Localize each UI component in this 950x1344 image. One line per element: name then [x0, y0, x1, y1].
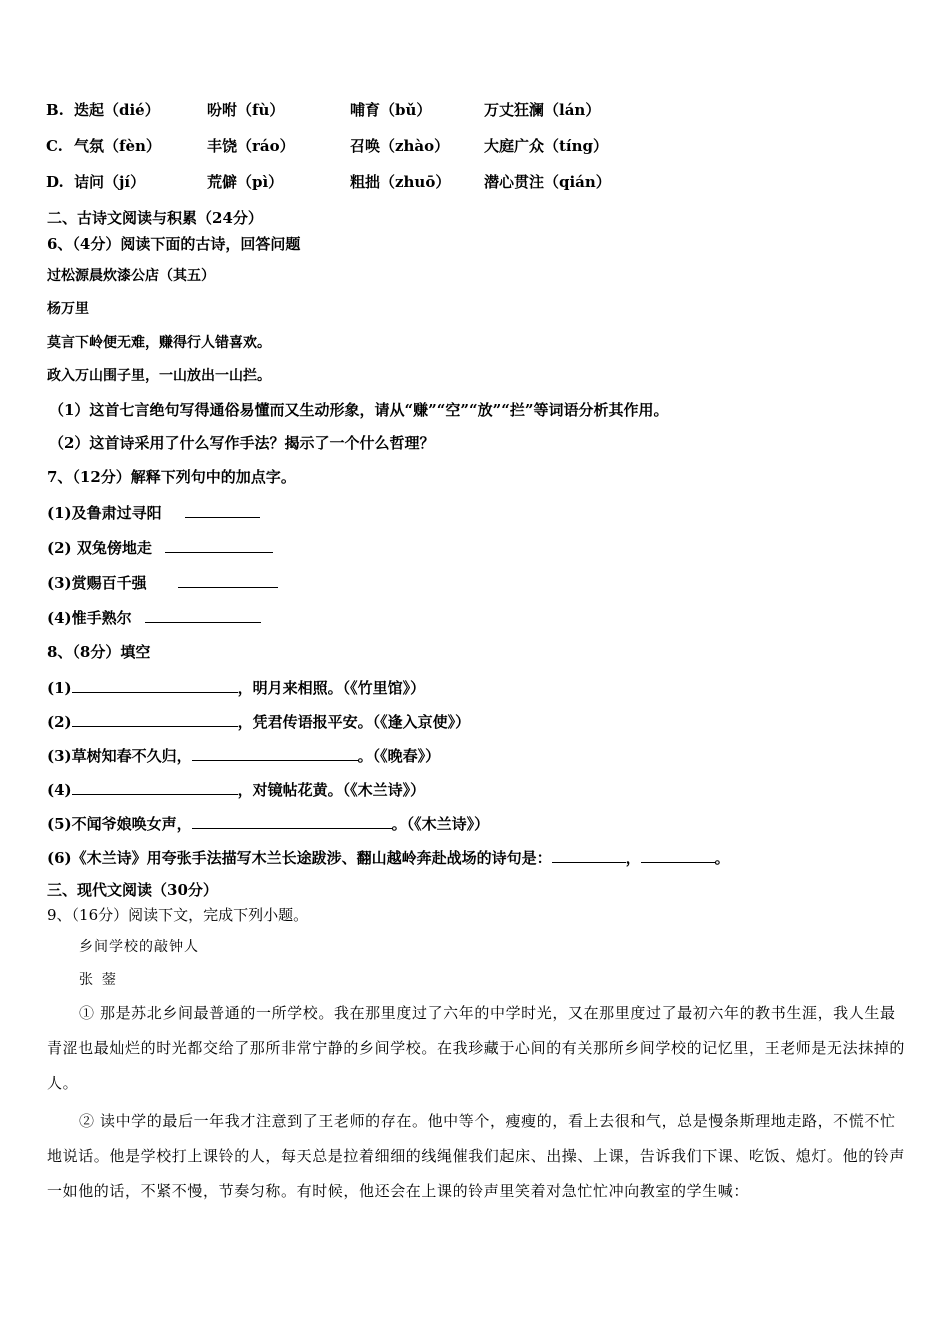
- q8-item-end: 。: [714, 849, 730, 867]
- section-title: 三、现代文阅读（30分）: [47, 881, 218, 899]
- option-item: 荒僻（pì）: [207, 173, 284, 191]
- sub-question: （2）这首诗采用了什么写作手法？揭示了一个什么哲理？: [49, 434, 435, 452]
- q8-item-pre: (5)不闻爷娘唤女声，: [47, 815, 192, 833]
- option-item: 潜心贯注（qián）: [484, 173, 611, 191]
- option-letter: B.: [46, 101, 64, 119]
- answer-blank[interactable]: [192, 813, 392, 829]
- q7-item: [47, 502, 260, 522]
- q8-item-pre: (2): [47, 713, 72, 731]
- q8-item: [47, 677, 425, 697]
- option-item: 大庭广众（tíng）: [484, 137, 609, 155]
- q7-item-text: (1)及鲁肃过寻阳: [47, 504, 162, 522]
- answer-blank[interactable]: [165, 537, 273, 553]
- option-item: 粗拙（zhuō）: [350, 173, 451, 191]
- option-item: 诘问（jí）: [74, 173, 146, 191]
- answer-blank[interactable]: [192, 745, 358, 761]
- q7-item: [47, 537, 273, 557]
- q8-item: [47, 745, 440, 765]
- q7-item-text: (4)惟手熟尔: [47, 609, 132, 627]
- answer-blank[interactable]: [72, 677, 238, 693]
- option-item: 万丈狂澜（lán）: [484, 101, 601, 119]
- q8-item-post: 。（《晚春》）: [357, 747, 441, 765]
- q8-item-post: 。（《木兰诗》）: [391, 815, 490, 833]
- option-row-d: [46, 173, 906, 193]
- option-item: 哺育（bǔ）: [350, 101, 432, 119]
- q8-item-pre: (6)《木兰诗》用夸张手法描写木兰长途跋涉、翻山越岭奔赴战场的诗句是：: [47, 849, 552, 867]
- question-header: 7、（12分）解释下列句中的加点字。: [47, 468, 296, 486]
- poem-line: 政入万山围子里，一山放出一山拦。: [47, 368, 271, 384]
- answer-blank[interactable]: [72, 779, 238, 795]
- poem-title: 过松源晨炊漆公店（其五）: [47, 268, 215, 284]
- q8-item-pre: (1): [47, 679, 72, 697]
- q8-item-pre: (4): [47, 781, 72, 799]
- article-paragraph: ② 读中学的最后一年我才注意到了王老师的存在。他中等个，瘦瘦的，看上去很和气，总是慢条斯理地走路，不慌不忙地说话。他是学校打上课铃的人，每天总是拉着细细的线绳催我们起床、出操、上课，告诉我们下课、吃饭、熄灯。他的铃声一如他的话，不紧不慢，节奏匀称。有时候，他还会在上课的铃声里笑着对急忙忙冲向教室的学生喊：: [47, 1112, 906, 1200]
- q7-item-text: (2) 双兔傍地走: [47, 539, 152, 557]
- option-letter: C.: [46, 137, 63, 155]
- option-item: 召唤（zhào）: [350, 137, 450, 155]
- option-item: 吩咐（fù）: [207, 101, 285, 119]
- q8-item: [47, 779, 425, 799]
- section-title: 二、古诗文阅读与积累（24分）: [47, 209, 263, 227]
- option-row-c: [46, 137, 906, 157]
- answer-blank[interactable]: [641, 847, 715, 863]
- sub-question: （1）这首七言绝句写得通俗易懂而又生动形象，请从“赚”“空”“放”“拦”等词语分析其作用。: [49, 401, 669, 419]
- option-item: 丰饶（ráo）: [207, 137, 295, 155]
- question-header: 9、（16分）阅读下文，完成下列小题。: [47, 906, 309, 924]
- answer-blank[interactable]: [72, 711, 238, 727]
- q8-item: [47, 711, 470, 731]
- q8-item-post: ，凭君传语报平安。（《逢入京使》）: [237, 713, 471, 731]
- q7-item: [47, 607, 261, 627]
- option-item: 气氛（fèn）: [74, 137, 161, 155]
- q7-item-text: (3)赏赐百千强: [47, 574, 147, 592]
- option-letter: D.: [46, 173, 64, 191]
- answer-blank[interactable]: [178, 572, 278, 588]
- article-author: 张 蓥: [79, 972, 116, 988]
- q8-item: [47, 813, 489, 833]
- q8-item-post: ，明月来相照。（《竹里馆》）: [237, 679, 426, 697]
- q8-item-pre: (3)草树知春不久归，: [47, 747, 192, 765]
- article-paragraph: ① 那是苏北乡间最普通的一所学校。我在那里度过了六年的中学时光，又在那里度过了最初六年的教书生涯，我人生最青涩也最灿烂的时光都交给了那所非常宁静的乡间学校。在我珍藏于心间的有关那所乡间学校的记忆里，王老师是无法抹掉的人。: [47, 1004, 906, 1092]
- q7-item: [47, 572, 278, 592]
- option-row-b: [46, 101, 906, 121]
- poem-line: 莫言下岭便无难，赚得行人错喜欢。: [47, 335, 271, 351]
- option-item: 迭起（dié）: [74, 101, 160, 119]
- q8-item-mid: ，: [625, 849, 641, 867]
- question-header: 6、（4分）阅读下面的古诗，回答问题: [47, 235, 301, 253]
- q8-item-post: ，对镜帖花黄。（《木兰诗》）: [237, 781, 426, 799]
- answer-blank[interactable]: [185, 502, 260, 518]
- q8-item: [47, 847, 730, 867]
- article-title: 乡间学校的敲钟人: [79, 939, 199, 955]
- poem-author: 杨万里: [47, 301, 89, 317]
- answer-blank[interactable]: [145, 607, 261, 623]
- question-header: 8、（8分）填空: [47, 643, 151, 661]
- answer-blank[interactable]: [552, 847, 626, 863]
